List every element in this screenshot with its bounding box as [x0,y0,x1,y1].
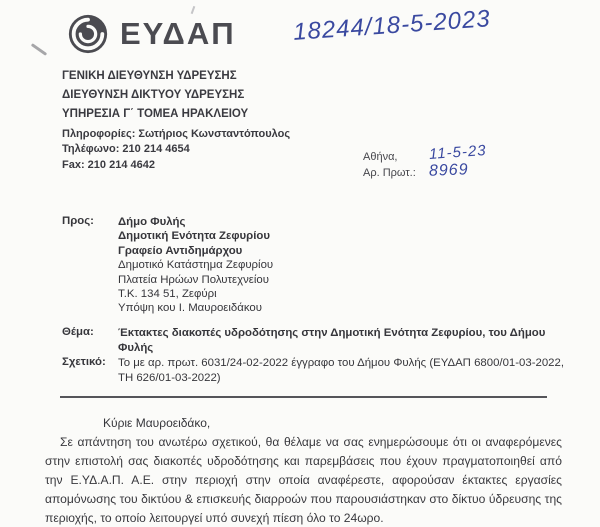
contact-phone: Τηλέφωνο: 210 214 4654 [62,143,190,156]
org-line-network-directorate: ΔΙΕΥΘΥΝΣΗ ΔΙΚΤΥΟΥ ΥΔΡΕΥΣΗΣ [62,89,245,101]
contact-block [62,127,290,173]
eydap-logo [66,12,236,56]
recipient-block [62,215,273,316]
eydap-swirl-icon [66,12,110,56]
protocol-row [363,163,487,179]
pen-stroke-mark [31,43,47,56]
contact-info-person: Πληροφορίες: Σωτήριος Κωνσταντόπουλος [62,128,291,140]
org-line-general-directorate: ΓΕΝΙΚΗ ΔΙΕΥΘΥΝΣΗ ΥΔΡΕΥΣΗΣ [62,70,237,82]
subject-label: Θέμα: [62,326,94,338]
recipient-address [118,215,273,316]
reference-text: Το με αρ. πρωτ. 6031/24-02-2022 έγγραφο του Δήμου Φυλής (ΕΥΔΑΠ 6800/01-03-2022, ΤΗ 626/01-03-2022) [118,357,565,385]
recipient-postal-code: Τ.Κ. 134 51, Ζεφύρι [118,288,217,301]
recipient-municipality: Δήμο Φυλής [118,216,186,228]
recipient-label: Προς: [62,215,94,227]
logo-text: ΕΥΔΑΠ [120,16,236,51]
body-paragraph: Σε απάντηση του ανωτέρω σχετικού, θα θέλαμε να σας ενημερώσουμε ότι οι αναφερόμενες στην επιστολή σας διακοπές υδροδότησης και παρεμβάσεις που έχουν πραγματοποιηθεί από την Ε.ΥΔ.Α.Π. Α.Ε. στην περιοχή στην οποία αναφέρεστε, αφορούσαν έκτακτες εργασίες απομόνωσης του δικτύου & επισκευής διαρροών που παρουσιάστηκαν στο δίκτυο ύδρευσης της περιοχής, το οποίο λειτουργεί υπό συνεχή πίεση όλο το 24ωρο. [45,435,562,525]
recipient-office: Γραφείο Αντιδημάρχου [118,244,243,257]
horizontal-divider [60,396,547,398]
protocol-label: Αρ. Πρωτ.: [363,167,416,179]
salutation: Κύριε Μαυροειδάκο, [103,416,211,430]
subject-text: Έκτακτες διακοπές υδροδότησης στην Δημοτική Ενότητα Ζεφυρίου, του Δήμου Φυλής [118,327,546,355]
handwritten-date: 11-5-23 [428,142,488,163]
reference-row [62,356,566,386]
handwritten-registry-number: 18244/18-5-2023 [292,5,492,46]
recipient-attention: Υπόψη κου Ι. Μαυροειδάκου [118,302,262,315]
city-label: Αθήνα, [363,151,398,163]
subject-row [62,326,566,356]
org-header-block [62,67,290,173]
org-line-sector-service: ΥΠΗΡΕΣΙΑ Γ΄ ΤΟΜΕΑ ΗΡΑΚΛΕΙΟΥ [62,108,249,120]
recipient-municipal-unit: Δημοτική Ενότητα Ζεφυρίου [118,230,270,243]
handwritten-protocol-number: 8969 [428,161,469,180]
reference-label: Σχετικό: [62,356,106,368]
recipient-street: Πλατεία Ηρώων Πολυτεχνείου [118,273,269,286]
date-protocol-block [363,142,488,180]
recipient-building: Δημοτικό Κατάστημα Ζεφυρίου [118,259,274,272]
contact-fax: Fax: 210 214 4642 [62,158,155,171]
